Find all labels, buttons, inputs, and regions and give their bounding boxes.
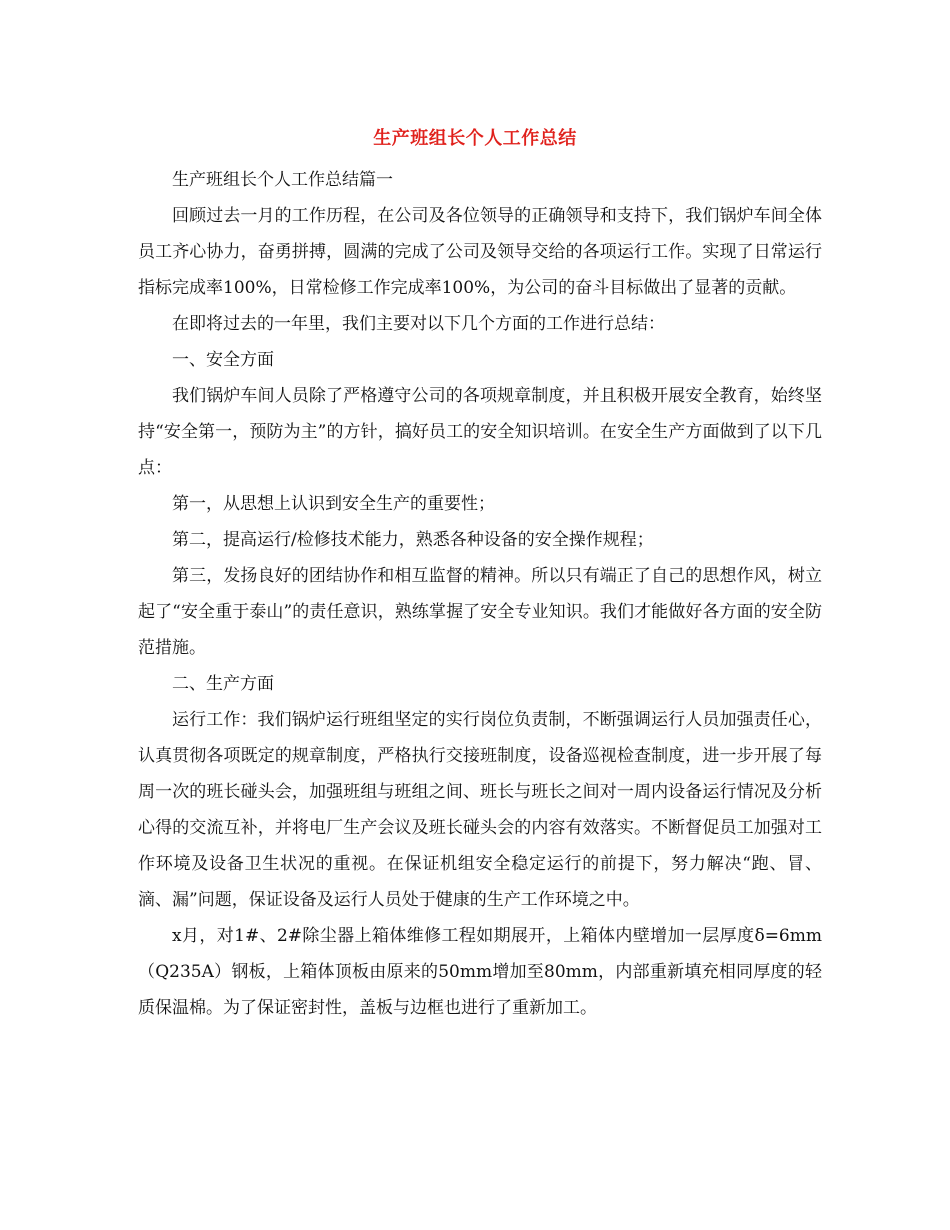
paragraph: 我们锅炉车间人员除了严格遵守公司的各项规章制度，并且积极开展安全教育，始终坚持“安全第一，预防为主”的方针，搞好员工的安全知识培训。在安全生产方面做到了以下几点： bbox=[138, 386, 822, 478]
document-body bbox=[138, 162, 822, 1026]
list-item: 第三，发扬良好的团结协作和相互监督的精神。所以只有端正了自己的思想作风，树立起了“安全重于泰山”的责任意识，熟练掌握了安全专业知识。我们才能做好各方面的安全防范措施。 bbox=[138, 566, 822, 658]
paragraph: 运行工作：我们锅炉运行班组坚定的实行岗位负责制，不断强调运行人员加强责任心，认真贯彻各项既定的规章制度，严格执行交接班制度，设备巡视检查制度，进一步开展了每周一次的班长碰头会，加强班组与班组之间、班长与班长之间对一周内设备运行情况及分析心得的交流互补，并将电厂生产会议及班长碰头会的内容有效落实。不断督促员工加强对工作环境及设备卫生状况的重视。在保证机组安全稳定运行的前提下，努力解决“跑、冒、滴、漏”问题，保证设备及运行人员处于健康的生产工作环境之中。 bbox=[138, 710, 822, 910]
paragraph: 在即将过去的一年里，我们主要对以下几个方面的工作进行总结： bbox=[172, 314, 665, 334]
list-item: 第一，从思想上认识到安全生产的重要性； bbox=[172, 494, 495, 514]
paragraph: 回顾过去一月的工作历程，在公司及各位领导的正确领导和支持下，我们锅炉车间全体员工齐心协力，奋勇拼搏，圆满的完成了公司及领导交给的各项运行工作。实现了日常运行指标完成率100%，日常检修工作完成率100%，为公司的奋斗目标做出了显著的贡献。 bbox=[138, 206, 822, 298]
list-item: 第二，提高运行/检修技术能力，熟悉各种设备的安全操作规程； bbox=[172, 530, 654, 550]
paragraph: x月，对1#、2#除尘器上箱体维修工程如期展开，上箱体内壁增加一层厚度δ=6mm（Q235A）钢板，上箱体顶板由原来的50mm增加至80mm，内部重新填充相同厚度的轻质保温棉。为了保证密封性，盖板与边框也进行了重新加工。 bbox=[138, 926, 822, 1018]
document-title: 生产班组长个人工作总结 bbox=[373, 128, 577, 149]
section-heading: 生产班组长个人工作总结篇一 bbox=[172, 170, 393, 190]
section-heading: 二、生产方面 bbox=[172, 674, 274, 694]
section-heading: 一、安全方面 bbox=[172, 350, 274, 370]
